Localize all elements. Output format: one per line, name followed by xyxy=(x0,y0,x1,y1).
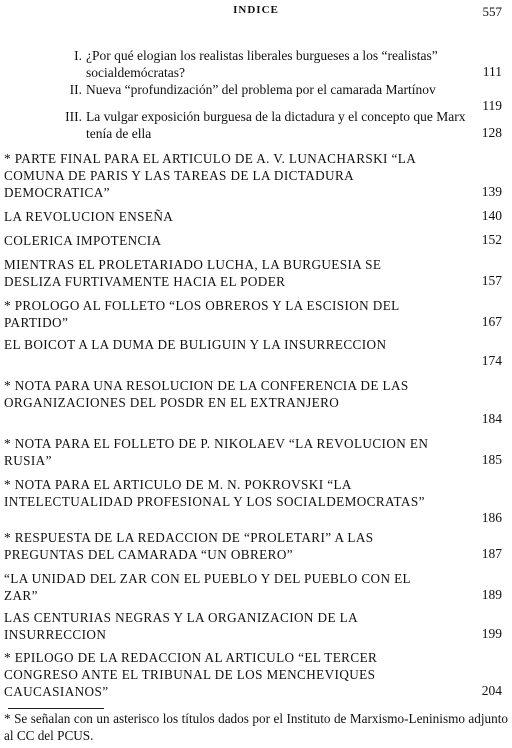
toc-subentry xyxy=(60,47,480,81)
subentry-page: 128 xyxy=(481,125,502,140)
subentry-page: 111 xyxy=(482,64,502,79)
toc-entry: LA REVOLUCION ENSEÑA xyxy=(4,209,174,224)
toc-entry: COLERICA IMPOTENCIA xyxy=(4,233,162,248)
toc-entry: * NOTA PARA UNA RESOLUCION DE LA CONFERENCIA DE LAS ORGANIZACIONES DEL POSDR EN EL EXTRANJERO xyxy=(4,378,409,410)
entry-page: 199 xyxy=(481,626,502,641)
toc-entry: * RESPUESTA DE LA REDACCION DE “PROLETARI” A LAS PREGUNTAS DEL CAMARADA “UN OBRERO” xyxy=(4,530,374,562)
entry-page: 187 xyxy=(481,546,502,561)
entry-page: 189 xyxy=(481,587,502,602)
toc-subentry xyxy=(60,108,480,142)
entry-page: 174 xyxy=(481,353,502,368)
entry-page: 185 xyxy=(481,452,502,467)
toc-entry: EL BOICOT A LA DUMA DE BULIGUIN Y LA INSURRECCION xyxy=(4,337,387,352)
footnote: * Se señalan con un asterisco los títulos dados por el Instituto de Marxismo-Leninismo adjunto al CC del PCUS. xyxy=(4,711,508,743)
footnote-rule xyxy=(8,708,104,709)
entry-page: 186 xyxy=(481,510,502,525)
page-number: 557 xyxy=(482,4,502,19)
entry-page: 139 xyxy=(481,184,502,199)
subentry-title: ¿Por qué elogian los realistas liberales burgueses a los “realistas” socialdemócratas? xyxy=(86,48,438,80)
entry-page: 157 xyxy=(481,273,502,288)
entry-page: 167 xyxy=(481,314,502,329)
running-header xyxy=(0,4,512,22)
running-title: INDICE xyxy=(233,4,279,16)
toc-entry: * PROLOGO AL FOLLETO “LOS OBREROS Y LA ESCISION DEL PARTIDO” xyxy=(4,298,400,330)
toc-entry: * NOTA PARA EL ARTICULO DE M. N. POKROVSKI “LA INTELECTUALIDAD PROFESIONAL Y LOS SOCIALDEMOCRATAS” xyxy=(4,477,425,509)
toc-entry: * NOTA PARA EL FOLLETO DE P. NIKOLAEV “LA REVOLUCION EN RUSIA” xyxy=(4,436,429,468)
toc-entry: * EPILOGO DE LA REDACCION AL ARTICULO “EL TERCER CONGRESO ANTE EL TRIBUNAL DE LOS MENCHEVIQUES CAUCASIANOS” xyxy=(4,650,378,699)
subentry-number: I. xyxy=(74,48,82,63)
subentry-title: Nueva “profundización” del problema por el camarada Martínov xyxy=(86,82,436,97)
subentry-page: 119 xyxy=(482,98,502,113)
toc-entry: “LA UNIDAD DEL ZAR CON EL PUEBLO Y DEL PUEBLO CON EL ZAR” xyxy=(4,571,411,603)
entry-page: 152 xyxy=(481,232,502,247)
entry-page: 184 xyxy=(481,411,502,426)
toc-entry: * PARTE FINAL PARA EL ARTICULO DE A. V. LUNACHARSKI “LA COMUNA DE PARIS Y LAS TAREAS DE LA DICTADURA DEMOCRATICA” xyxy=(4,151,416,200)
toc-entry: LAS CENTURIAS NEGRAS Y LA ORGANIZACION DE LA INSURRECCION xyxy=(4,610,358,642)
entry-page: 204 xyxy=(481,683,502,698)
toc-entry: MIENTRAS EL PROLETARIADO LUCHA, LA BURGUESIA SE DESLIZA FURTIVAMENTE HACIA EL PODER xyxy=(4,257,382,289)
toc-subentry xyxy=(60,81,480,98)
subentry-title: La vulgar exposición burguesa de la dictadura y el concepto que Marx tenía de ella xyxy=(86,109,466,141)
entry-page: 140 xyxy=(481,208,502,223)
subentry-number: III. xyxy=(65,109,82,124)
subentry-number: II. xyxy=(69,82,82,97)
